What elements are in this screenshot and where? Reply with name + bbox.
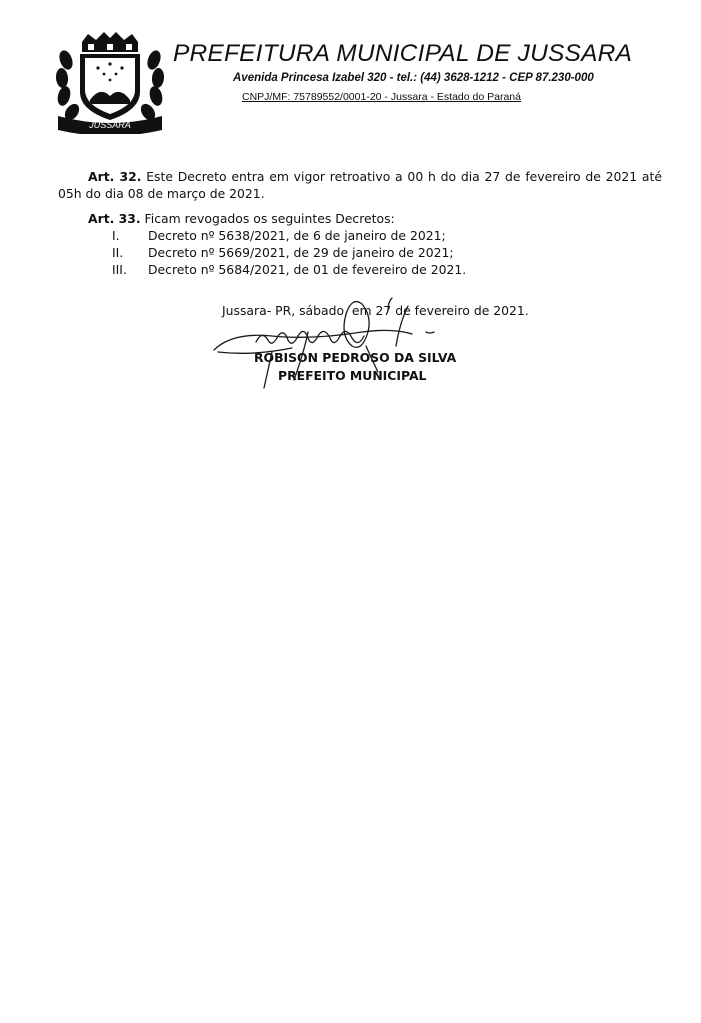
list-item-text: Decreto nº 5684/2021, de 01 de fevereiro de 2021. — [148, 262, 467, 277]
list-item-number: III. — [112, 262, 127, 277]
article-33-label: Art. 33. — [88, 211, 141, 226]
list-item — [112, 261, 466, 278]
crest-ribbon-text: JUSSARA — [89, 120, 131, 130]
signer-role: PREFEITO MUNICIPAL — [278, 368, 427, 383]
list-item — [112, 244, 466, 261]
revoked-decrees-list — [112, 227, 466, 278]
list-item — [112, 227, 466, 244]
letterhead-address: Avenida Princesa Izabel 320 - tel.: (44) 3628-1212 - CEP 87.230-000 — [233, 72, 594, 84]
list-item-text: Decreto nº 5638/2021, de 6 de janeiro de 2021; — [148, 228, 446, 243]
signer-name: ROBISON PEDROSO DA SILVA — [254, 350, 457, 365]
list-item-number: I. — [112, 228, 120, 243]
list-item-number: II. — [112, 245, 124, 260]
letterhead-cnpj: CNPJ/MF: 75789552/0001-20 - Jussara - Estado do Paraná — [242, 91, 521, 103]
place-and-date: Jussara- PR, sábado, em 27 de fevereiro de 2021. — [222, 303, 529, 318]
article-32-paragraph — [58, 168, 662, 202]
article-33-text: Ficam revogados os seguintes Decretos: — [140, 211, 395, 226]
letterhead-title: PREFEITURA MUNICIPAL DE JUSSARA — [173, 40, 633, 67]
article-32-text: Este Decreto entra em vigor retroativo a 00 h do dia 27 de fevereiro de 2021 até 05h do dia 08 de março de 2021. — [58, 169, 662, 201]
list-item-text: Decreto nº 5669/2021, de 29 de janeiro de 2021; — [148, 245, 454, 260]
municipal-crest-logo — [52, 30, 168, 134]
article-33-paragraph — [88, 210, 395, 227]
article-32-label: Art. 32. — [88, 169, 142, 184]
